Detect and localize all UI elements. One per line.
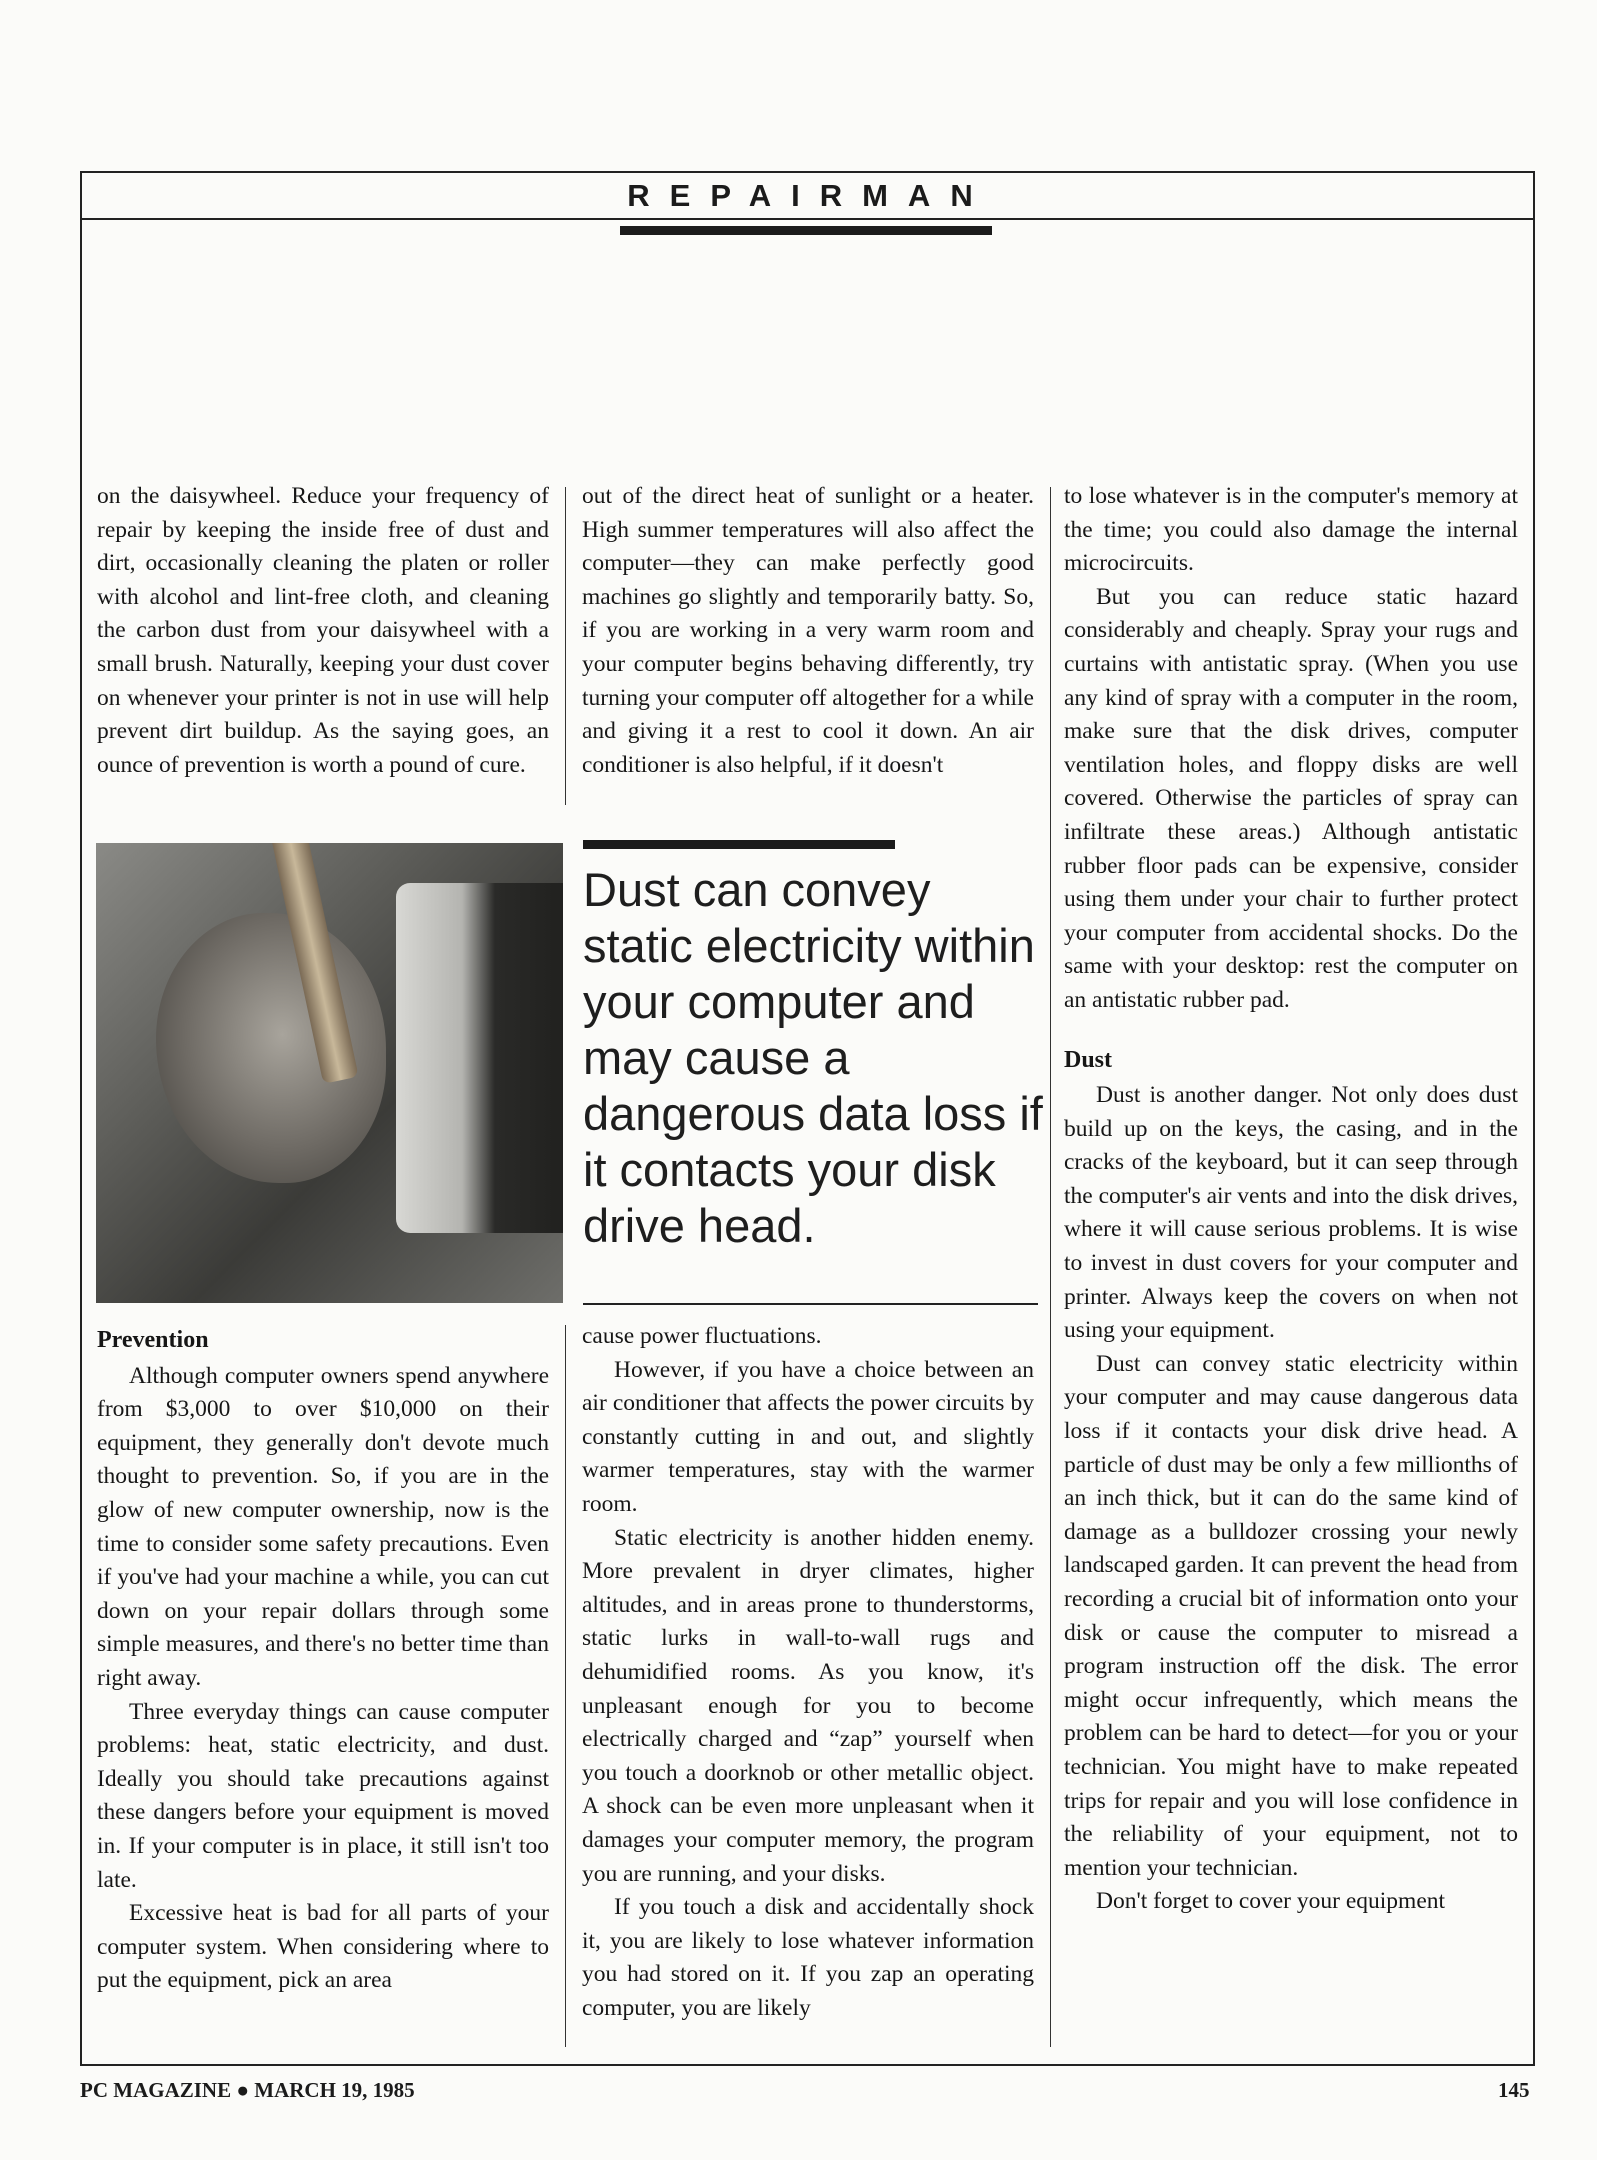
- column-2-bottom: [582, 1320, 1034, 2025]
- column-1-bottom: [97, 1318, 549, 1998]
- paragraph: But you can reduce static hazard considerably and cheaply. Spray your rugs and curtains with antistatic spray. (When you use any kind of spray with a computer in the room, make sure that the disk drives, computer ventilation holes, and floppy disks are well covered. Otherwise the particles of spray can infiltrate these areas.) Although antistatic rubber floor pads can be expensive, consider using them under your chair to further protect your computer from accidental shocks. Do the same with your desktop: rest the computer on an antistatic rubber pad.: [1064, 583, 1518, 1013]
- paragraph: Excessive heat is bad for all parts of your computer system. When considering where to put the equipment, pick an area: [97, 1900, 549, 1994]
- header-rule: [80, 218, 1535, 220]
- column-divider: [565, 1325, 566, 2047]
- paragraph: Dust is another danger. Not only does dust build up on the keys, the casing, and in the cracks of the keyboard, but it can seep through the computer's air vents and into the disk drives, where it will cause serious problems. It is wise to invest in dust covers for your computer and printer. Always keep the covers on when not using your equipment.: [1064, 1082, 1518, 1344]
- paragraph: to lose whatever is in the computer's memory at the time; you could also damage the internal microcircuits.: [1064, 483, 1518, 577]
- heading-dust: Dust: [1064, 1046, 1113, 1073]
- paragraph: Static electricity is another hidden enemy. More prevalent in dryer climates, higher altitudes, and in areas prone to thunderstorms, static lurks in wall-to-wall rugs and dehumidified rooms. As you know, it's unpleasant enough for you to become electrically charged and “zap” yourself when you touch a doorknob or other metallic object. A shock can be even more unpleasant when it damages your computer memory, the program you are running, and your disks.: [582, 1524, 1034, 1887]
- column-1-top: [97, 480, 549, 782]
- paragraph: Dust can convey static electricity within your computer and may cause dangerous data loss if it contacts your disk drive head. A particle of dust may be only a few millionths of an inch thick, but it can do the same kind of damage as a bulldozer crossing your newly landscaped garden. It can prevent the head from recording a crucial bit of information onto your disk or cause the computer to misread a program instruction off the disk. The error might occur infrequently, which means the problem can be hard to detect—for you or your technician. You might have to make repeated trips for repair and you will lose confidence in the reliability of your equipment, not to mention your technician.: [1064, 1350, 1518, 1881]
- paragraph: cause power fluctuations.: [582, 1323, 822, 1349]
- column-divider: [565, 487, 566, 805]
- pullquote-bar: [583, 840, 895, 849]
- footer-publication: PC MAGAZINE ● MARCH 19, 1985: [80, 2078, 415, 2102]
- paragraph: Three everyday things can cause computer problems: heat, static electricity, and dust. Ideally you should take precautions against these dangers before your equipment is moved in. If your computer is in place, it still isn't too late.: [97, 1698, 549, 1893]
- monitor-shape: [396, 883, 563, 1233]
- page-number: 145: [1498, 2078, 1530, 2102]
- column-3: [1064, 480, 1518, 1919]
- paragraph: However, if you have a choice between an air conditioner that affects the power circuits by constantly cutting in and out, and slightly warmer temperatures, stay with the warmer room.: [582, 1356, 1034, 1517]
- pullquote-rule: [583, 1303, 1038, 1305]
- paragraph: Although computer owners spend anywhere from $3,000 to over $10,000 on their equipment, they generally don't devote much thought to prevention. So, if you are in the glow of new computer ownership, now is the time to consider some safety precautions. Even if you've had your machine a while, you can cut down on your repair dollars through some simple measures, and there's no better time than right away.: [97, 1362, 549, 1691]
- paragraph: on the daisywheel. Reduce your frequency of repair by keeping the inside free of dust and dirt, occasionally cleaning the platen or roller with alcohol and lint-free cloth, and cleaning the carbon dust from your daisywheel with a small brush. Naturally, keeping your dust cover on whenever your printer is not in use will help prevent dirt buildup. As the saying goes, an ounce of prevention is worth a pound of cure.: [97, 483, 549, 778]
- photo-cleaning-computer: [96, 843, 563, 1303]
- heading-prevention: Prevention: [97, 1327, 209, 1353]
- pullquote: Dust can convey static electricity within your computer and may cause a dangerous data loss if it contacts your disk drive head.: [583, 863, 1043, 1252]
- paragraph: If you touch a disk and accidentally shock it, you are likely to lose whatever information you had stored on it. If you zap an operating computer, you are likely: [582, 1894, 1034, 2021]
- header-bar: [620, 226, 992, 235]
- column-2-top: [582, 480, 1034, 782]
- paragraph: Don't forget to cover your equipment: [1096, 1888, 1446, 1915]
- paragraph: out of the direct heat of sunlight or a heater. High summer temperatures will also affect the computer—they can make perfectly good machines go slightly and temporarily batty. So, if you are working in a very warm room and your computer begins behaving differently, try turning your computer off altogether for a while and giving it a rest to cool it down. An air conditioner is also helpful, if it doesn't: [582, 483, 1034, 778]
- section-title: REPAIRMAN: [627, 178, 993, 213]
- column-divider: [1050, 487, 1051, 2047]
